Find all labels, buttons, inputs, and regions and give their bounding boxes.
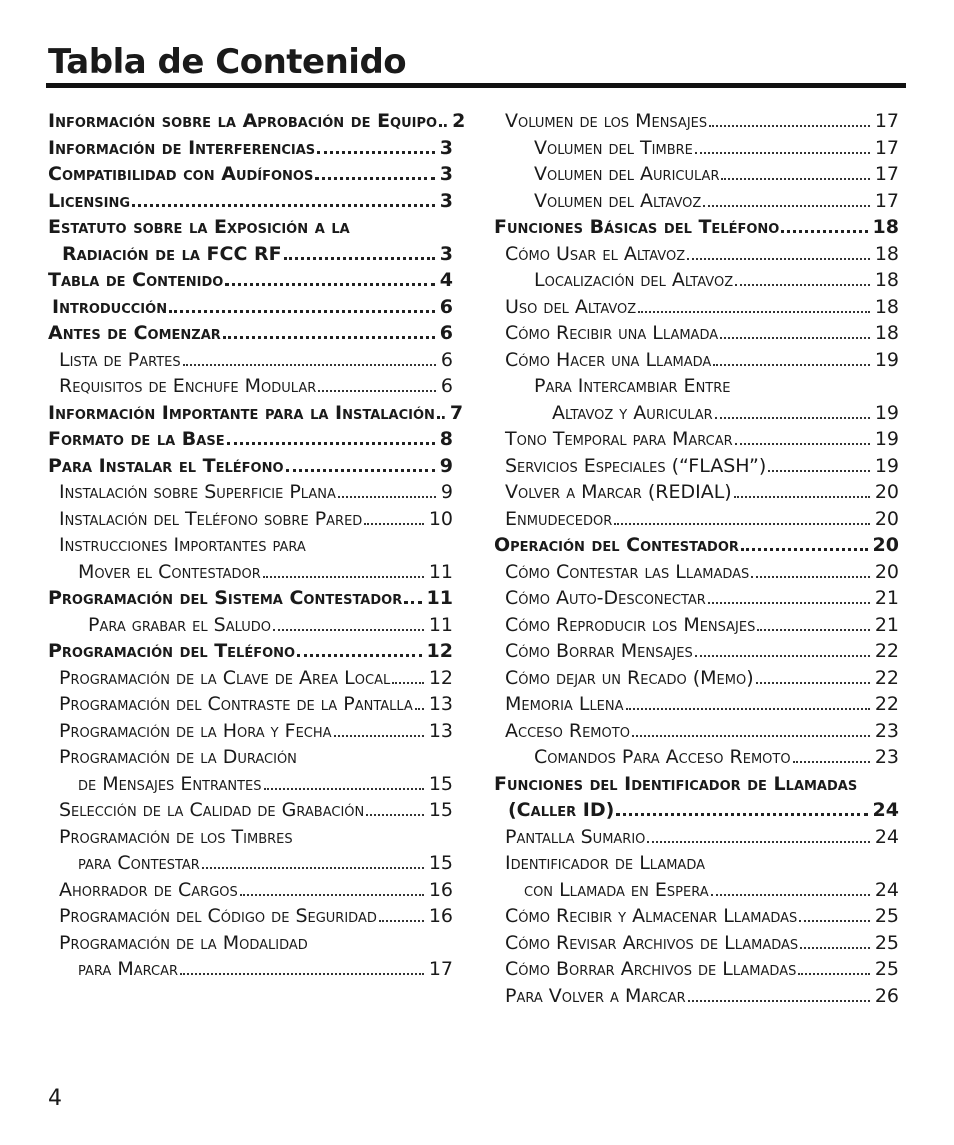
toc-entry-page: 20 <box>872 534 899 556</box>
toc-entry-page: 24 <box>872 799 899 821</box>
toc-entry[interactable] <box>494 294 899 321</box>
dot-leader <box>781 229 867 233</box>
toc-entry[interactable] <box>494 161 899 188</box>
dot-leader <box>334 734 424 737</box>
dot-leader <box>273 628 424 631</box>
toc-entry[interactable] <box>494 373 899 400</box>
toc-entry-title: Volumen del Altavoz <box>534 189 702 212</box>
toc-entry-title: Información de Interferencias <box>48 136 316 159</box>
toc-entry-title: de Mensajes Entrantes <box>78 772 262 795</box>
toc-entry[interactable] <box>494 665 899 692</box>
dot-leader <box>284 256 435 260</box>
toc-entry[interactable] <box>48 559 453 586</box>
dot-leader <box>734 495 870 498</box>
toc-entry-page: 20 <box>874 481 899 503</box>
toc-entry-title: Programación de la Duración <box>59 746 297 768</box>
dot-leader <box>132 203 435 207</box>
dot-leader <box>404 600 421 604</box>
toc-entry-title: Acceso Remoto <box>505 719 630 742</box>
toc-entry[interactable] <box>48 612 453 639</box>
toc-entry-title: Cómo Recibir y Almacenar Llamadas <box>505 905 798 927</box>
toc-entry[interactable] <box>48 877 453 904</box>
toc-entry[interactable] <box>48 771 453 798</box>
toc-entry-page: 15 <box>428 852 453 874</box>
dot-leader <box>756 681 870 684</box>
toc-entry[interactable] <box>48 532 453 559</box>
toc-entry[interactable] <box>48 241 453 268</box>
toc-entry-page: 4 <box>439 269 453 291</box>
toc-entry[interactable] <box>494 744 899 771</box>
dot-leader <box>437 415 445 419</box>
toc-entry-page: 22 <box>874 640 899 662</box>
toc-entry[interactable] <box>494 956 899 983</box>
dot-leader <box>713 363 870 366</box>
toc-entry-title: Cómo Hacer una Llamada <box>505 348 712 371</box>
toc-entry[interactable] <box>48 744 453 771</box>
toc-entry[interactable] <box>48 188 453 215</box>
toc-entry-page: 15 <box>428 799 453 821</box>
toc-entry[interactable] <box>48 108 466 135</box>
toc-entry[interactable] <box>494 214 899 241</box>
toc-entry-page: 19 <box>874 401 899 424</box>
toc-entry-page: 6 <box>439 322 453 344</box>
toc-entry[interactable] <box>494 506 899 533</box>
dot-leader <box>647 840 869 843</box>
toc-entry-page: 13 <box>428 693 453 715</box>
toc-entry-title: Cómo Recibir una Llamada <box>505 322 719 344</box>
toc-entry-page: 18 <box>874 242 899 265</box>
toc-entry[interactable] <box>48 479 453 506</box>
toc-entry[interactable] <box>48 320 453 347</box>
toc-entry-page: 12 <box>426 640 453 662</box>
toc-entry-title: Para Volver a Marcar <box>505 984 686 1007</box>
toc-entry[interactable] <box>494 850 899 877</box>
toc-entry[interactable] <box>48 718 453 745</box>
dot-leader <box>799 919 870 922</box>
toc-entry-title: Programación de la Modalidad <box>59 931 308 954</box>
toc-entry-title: Servicios Especiales (“FLASH”) <box>505 454 767 477</box>
toc-entry[interactable] <box>48 903 453 930</box>
toc-entry-title: Cómo Usar el Altavoz <box>505 242 686 265</box>
toc-entry[interactable] <box>48 665 453 692</box>
dot-leader <box>721 177 869 180</box>
toc-entry[interactable] <box>494 797 899 824</box>
toc-entry-title: Tabla de Contenido <box>48 269 224 291</box>
page-number: 4 <box>48 1086 62 1111</box>
toc-entry[interactable] <box>494 241 899 268</box>
toc-entry-page: 26 <box>874 984 899 1007</box>
toc-entry-page: 18 <box>874 269 899 291</box>
toc-entry-page: 16 <box>428 878 453 901</box>
toc-entry-page: 15 <box>428 772 453 795</box>
toc-entry-title: Programación de la Hora y Fecha <box>59 719 332 742</box>
toc-entry-page: 20 <box>874 560 899 583</box>
toc-entry-title: Lista de Partes <box>59 348 181 371</box>
toc-entry-page: 7 <box>449 401 464 424</box>
dot-leader <box>263 575 424 578</box>
toc-entry-page: 10 <box>428 507 453 530</box>
toc-entry-page: 23 <box>874 746 899 768</box>
toc-entry[interactable] <box>48 956 453 983</box>
toc-entry[interactable] <box>494 930 899 957</box>
toc-entry-title: para Marcar <box>78 958 179 980</box>
toc-entry-page: 18 <box>874 322 899 344</box>
toc-entry[interactable] <box>494 771 899 798</box>
toc-entry[interactable] <box>494 638 899 665</box>
toc-entry[interactable] <box>48 453 453 480</box>
toc-entry-title: Operación del Contestador <box>494 534 739 556</box>
toc-entry-title: Selección de la Calidad de Grabación <box>59 799 365 821</box>
toc-entry-page: 2 <box>452 110 466 132</box>
toc-entry-title: Introducción <box>52 295 168 318</box>
toc-entry[interactable] <box>494 824 899 851</box>
toc-entry-page: 20 <box>874 507 899 530</box>
toc-entry-title: Programación del Contraste de la Pantalla <box>59 693 413 715</box>
toc-entry-title: Estatuto sobre la Exposición a la <box>48 216 350 238</box>
toc-entry-title: Comandos Para Acceso Remoto <box>534 746 791 768</box>
toc-entry-page: 13 <box>428 719 453 742</box>
toc-entry-page: 3 <box>439 136 453 159</box>
toc-entry-title: Información Importante para la Instalación <box>48 401 435 424</box>
toc-entry-page: 21 <box>874 587 899 609</box>
dot-leader <box>297 653 421 657</box>
toc-entry-title: Formato de la Base <box>48 428 225 450</box>
dot-leader <box>757 628 869 631</box>
toc-entry-page: 25 <box>874 931 899 954</box>
toc-entry-title: Ahorrador de Cargos <box>59 878 238 901</box>
toc-entry-title: para Contestar <box>78 852 200 874</box>
dot-leader <box>688 999 870 1002</box>
toc-entry[interactable] <box>494 559 899 586</box>
dot-leader <box>709 124 870 127</box>
toc-entry[interactable] <box>494 903 899 930</box>
toc-entry-title: Instalación del Teléfono sobre Pared <box>59 507 363 530</box>
toc-entry-page: 3 <box>439 163 453 185</box>
dot-leader <box>225 282 434 286</box>
dot-leader <box>720 336 870 339</box>
toc-entry-page: 3 <box>439 189 453 212</box>
toc-left-column <box>48 108 466 983</box>
toc-entry-title: Para Intercambiar Entre <box>534 375 731 397</box>
toc-entry[interactable] <box>48 347 453 374</box>
dot-leader <box>711 893 870 896</box>
toc-entry-page: 16 <box>428 905 453 927</box>
toc-entry-title: Para Instalar el Teléfono <box>48 454 284 477</box>
toc-entry-title: Localización del Altavoz <box>534 269 734 291</box>
toc-entry[interactable] <box>494 479 899 506</box>
toc-entry-page: 11 <box>428 560 453 583</box>
dot-leader <box>695 151 870 154</box>
toc-entry[interactable] <box>494 532 899 559</box>
dot-leader <box>415 707 424 710</box>
toc-entry[interactable] <box>48 930 453 957</box>
toc-entry-page: 6 <box>440 348 453 371</box>
toc-entry[interactable] <box>494 877 899 904</box>
toc-entry-page: 6 <box>440 375 453 397</box>
toc-entry-page: 25 <box>874 958 899 980</box>
dot-leader <box>366 813 424 816</box>
toc-entry-title: Volumen del Timbre <box>534 136 693 159</box>
toc-entry-page: 17 <box>874 163 899 185</box>
dot-leader <box>379 919 424 922</box>
toc-entry-title: Cómo Contestar las Llamadas <box>505 560 750 583</box>
toc-entry-page: 25 <box>874 905 899 927</box>
toc-entry[interactable] <box>494 400 899 427</box>
toc-entry-title: Funciones Básicas del Teléfono <box>494 216 780 238</box>
toc-entry-page: 9 <box>440 481 453 503</box>
dot-leader <box>439 123 447 127</box>
toc-entry-title: Requisitos de Enchufe Modular <box>59 375 317 397</box>
toc-entry-title: Cómo Reproducir los Mensajes <box>505 613 756 636</box>
toc-entry-page: 8 <box>439 428 453 450</box>
dot-leader <box>364 522 424 525</box>
toc-entry-title: Enmudecedor <box>505 507 613 530</box>
toc-entry-title: Compatibilidad con Audífonos <box>48 163 314 185</box>
dot-leader <box>223 335 435 339</box>
toc-entry[interactable] <box>494 718 899 745</box>
toc-entry-page: 3 <box>439 242 453 265</box>
toc-entry-title: Instrucciones Importantes para <box>59 534 306 556</box>
toc-entry-page: 18 <box>872 216 899 238</box>
dot-leader <box>169 309 435 313</box>
dot-leader <box>798 972 869 975</box>
toc-entry[interactable] <box>494 612 899 639</box>
toc-entry-page: 22 <box>874 693 899 715</box>
toc-entry-page: 17 <box>874 136 899 159</box>
dot-leader <box>687 257 870 260</box>
toc-entry-title: Volumen del Auricular <box>534 163 720 185</box>
toc-entry[interactable] <box>48 161 453 188</box>
toc-entry-page: 21 <box>874 613 899 636</box>
dot-leader <box>708 601 870 604</box>
dot-leader <box>695 654 870 657</box>
toc-entry-page: 17 <box>428 958 453 980</box>
toc-entry-page: 24 <box>874 878 899 901</box>
toc-right-column <box>494 108 899 1009</box>
toc-entry[interactable] <box>494 347 899 374</box>
title-rule <box>46 83 906 88</box>
toc-entry-title: Programación de los Timbres <box>59 825 293 848</box>
toc-entry[interactable] <box>494 108 899 135</box>
toc-entry-title: Instalación sobre Superficie Plana <box>59 481 336 503</box>
toc-entry-page: 6 <box>439 295 453 318</box>
dot-leader <box>626 707 870 710</box>
toc-entry-page: 19 <box>874 348 899 371</box>
page-title: Tabla de Contenido <box>48 42 407 82</box>
toc-entry[interactable] <box>48 135 453 162</box>
dot-leader <box>735 442 870 445</box>
toc-entry[interactable] <box>494 267 899 294</box>
toc-entry-title: Funciones del Identificador de Llamadas <box>494 772 858 795</box>
toc-entry-page: 12 <box>428 666 453 689</box>
toc-entry[interactable] <box>494 320 899 347</box>
toc-entry-page: 9 <box>439 454 453 477</box>
toc-entry-title: Identificador de Llamada <box>505 852 705 874</box>
dot-leader <box>392 681 424 684</box>
toc-entry-title: Licensing <box>48 189 130 212</box>
toc-entry-title: Cómo dejar un Recado (Memo) <box>505 666 754 689</box>
toc-entry-title: Pantalla Sumario <box>505 825 646 848</box>
dot-leader <box>264 787 424 790</box>
toc-entry-title: Tono Temporal para Marcar <box>505 428 733 450</box>
toc-entry-page: 22 <box>874 666 899 689</box>
dot-leader <box>315 176 434 180</box>
dot-leader <box>180 972 424 975</box>
toc-entry[interactable] <box>48 850 453 877</box>
toc-entry-page: 11 <box>426 587 453 609</box>
dot-leader <box>202 866 424 869</box>
dot-leader <box>318 389 436 392</box>
toc-entry[interactable] <box>48 585 453 612</box>
toc-entry-title: Programación del Teléfono <box>48 640 296 662</box>
toc-entry-page: 23 <box>874 719 899 742</box>
dot-leader <box>703 204 870 207</box>
toc-entry[interactable] <box>48 506 453 533</box>
toc-entry-page: 11 <box>428 613 453 636</box>
toc-entry[interactable] <box>494 983 899 1010</box>
dot-leader <box>227 441 435 445</box>
toc-entry-title: Mover el Contestador <box>78 560 261 583</box>
dot-leader <box>735 283 870 286</box>
toc-entry-title: Radiación de la FCC RF <box>62 242 282 265</box>
toc-entry-page: 17 <box>874 110 899 132</box>
toc-entry-title: Antes de Comenzar <box>48 322 221 344</box>
toc-entry[interactable] <box>494 691 899 718</box>
dot-leader <box>793 760 870 763</box>
toc-entry[interactable] <box>48 400 464 427</box>
toc-entry[interactable] <box>48 824 453 851</box>
dot-leader <box>240 893 424 896</box>
dot-leader <box>715 416 870 419</box>
dot-leader <box>317 150 435 154</box>
toc-entry-title: Uso del Altavoz <box>505 295 637 318</box>
toc-entry-title: Cómo Borrar Archivos de Llamadas <box>505 958 797 980</box>
toc-entry[interactable] <box>48 294 453 321</box>
toc-entry-title: Información sobre la Aprobación de Equipo <box>48 110 438 132</box>
toc-entry-title: Cómo Revisar Archivos de Llamadas <box>505 931 799 954</box>
toc-entry-page: 19 <box>874 428 899 450</box>
toc-entry-title: Programación del Sistema Contestador <box>48 587 403 609</box>
toc-entry-title: Cómo Borrar Mensajes <box>505 640 693 662</box>
toc-entry-page: 18 <box>874 295 899 318</box>
dot-leader <box>638 310 870 313</box>
toc-entry[interactable] <box>48 267 453 294</box>
toc-entry-title: Para grabar el Saludo <box>88 613 271 636</box>
dot-leader <box>183 363 436 366</box>
toc-entry-title: Volumen de los Mensajes <box>505 110 708 132</box>
toc-entry-page: 24 <box>874 825 899 848</box>
toc-entry[interactable] <box>494 426 899 453</box>
toc-entry[interactable] <box>494 135 899 162</box>
toc-entry[interactable] <box>48 638 453 665</box>
dot-leader <box>614 522 870 525</box>
toc-entry-title: Memoria Llena <box>505 693 624 715</box>
toc-entry-title: con Llamada en Espera <box>524 878 709 901</box>
toc-entry[interactable] <box>48 214 453 241</box>
toc-entry-title: Altavoz y Auricular <box>552 401 713 424</box>
toc-entry[interactable] <box>494 188 899 215</box>
dot-leader <box>751 575 870 578</box>
dot-leader <box>616 812 867 816</box>
toc-entry[interactable] <box>48 691 453 718</box>
toc-entry[interactable] <box>494 453 899 480</box>
dot-leader <box>768 469 870 472</box>
toc-entry-title: (Caller ID) <box>508 799 615 821</box>
toc-entry[interactable] <box>48 797 453 824</box>
toc-entry[interactable] <box>48 426 453 453</box>
toc-entry[interactable] <box>48 373 453 400</box>
dot-leader <box>741 547 868 551</box>
toc-entry-title: Programación del Código de Seguridad <box>59 905 377 927</box>
dot-leader <box>338 495 436 498</box>
toc-entry[interactable] <box>494 585 899 612</box>
dot-leader <box>286 468 435 472</box>
toc-entry-title: Volver a Marcar (REDIAL) <box>505 481 732 503</box>
toc-entry-page: 17 <box>874 189 899 212</box>
toc-entry-page: 19 <box>874 454 899 477</box>
toc-entry-title: Cómo Auto-Desconectar <box>505 587 706 609</box>
toc-entry-title: Programación de la Clave de Area Local <box>59 666 391 689</box>
dot-leader <box>800 946 870 949</box>
dot-leader <box>632 734 870 737</box>
